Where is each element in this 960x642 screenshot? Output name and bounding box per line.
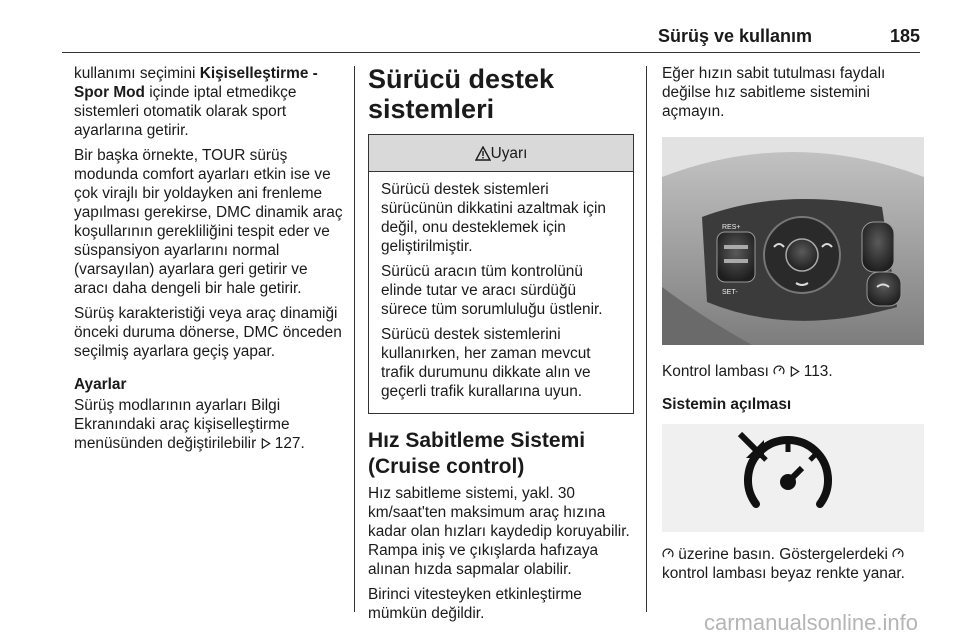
paragraph — [662, 545, 930, 583]
page-header — [62, 22, 920, 53]
menu-path-bold: Kişiselleştirme - Spor Mod — [74, 65, 318, 101]
set-label: SET- — [722, 289, 738, 296]
paragraph: Birinci vitesteyken etkinleştirme mümkün değildir. — [368, 586, 582, 622]
res-label: RES+ — [722, 224, 741, 231]
column-divider — [646, 66, 647, 612]
section-heading-cruise-control: Hız Sabitleme Sistemi (Cruise control) — [368, 429, 586, 478]
text: içinde iptal etmedikçe sistemleri otomatik olarak sport ayarlarına getirir. — [74, 84, 297, 139]
paragraph — [74, 64, 344, 140]
paragraph — [662, 362, 930, 381]
steering-wheel-controls-photo — [662, 137, 924, 345]
page-number: 185 — [889, 26, 920, 46]
warning-header — [369, 135, 633, 172]
cruise-control-icon — [892, 548, 904, 560]
column-1 — [74, 64, 344, 459]
paragraph: Hız sabitleme sistemi, yakl. 30 km/saat'ten maksimum araç hızına kadar olan hızları kaydedip koruyabilir. Rampa iniş ve çıkışlarda hafızaya alınan hızda sapmalar olabilir. — [368, 485, 630, 578]
warning-paragraph: Sürücü destek sistemleri sürücünün dikkatini azaltmak için değil, onu desteklemek için geliştirilmiştir. — [381, 181, 606, 255]
warning-triangle-icon — [475, 146, 491, 161]
column-divider — [354, 66, 355, 612]
warning-box — [368, 134, 634, 414]
running-title: Sürüş ve kullanım — [657, 26, 812, 46]
text: üzerine basın. Göstergelerdeki — [674, 546, 893, 563]
column-2 — [368, 64, 634, 629]
warning-body — [369, 172, 633, 413]
paragraph: Eğer hızın sabit tutulması faydalı değilse hız sabitleme sistemini açmayın. — [662, 65, 886, 120]
cruise-control-icon — [662, 548, 674, 560]
text: Sürüş modlarının ayarları Bilgi Ekranındaki araç kişiselleştirme menüsünden değiştirilebilir — [74, 397, 290, 452]
text: Kontrol lambası — [662, 363, 774, 380]
text: kontrol lambası beyaz renkte yanar. — [662, 565, 905, 582]
paragraph: Sürüş karakteristiği veya araç dinamiği önceki duruma dönerse, DMC önceden seçilmiş ayarlara geçiş yapar. — [74, 305, 342, 360]
cruise-control-icon — [773, 365, 785, 377]
text: kullanımı seçimini — [74, 65, 200, 82]
warning-title: Uyarı — [490, 144, 528, 162]
paragraph — [74, 396, 344, 453]
paragraph: Bir başka örnekte, TOUR sürüş modunda comfort ayarları etkin ise ve çok virajlı bir yoldayken ani frenleme yapılması gerekirse, DMC dinamik araç koşullarının gerekliliğini tespit eder ve süspansiyon ayarlarını normal (varsayılan) ayarlara geri getirir ve aracı daha dengeli bir hale getirir. — [74, 147, 343, 297]
page-reference[interactable]: 127. — [274, 435, 305, 452]
section-heading-system-on: Sistemin açılması — [662, 396, 792, 413]
section-heading-ayarlar: Ayarlar — [74, 376, 127, 393]
reference-arrow-icon — [790, 366, 800, 377]
watermark: carmanualsonline.info — [703, 610, 918, 635]
reference-arrow-icon — [261, 438, 271, 449]
page-reference[interactable]: 113. — [803, 363, 833, 380]
section-heading-driver-assistance: Sürücü destek sistemleri — [368, 64, 555, 124]
column-3 — [662, 64, 930, 589]
cruise-button-illustration — [662, 424, 924, 532]
warning-paragraph: Sürücü destek sistemlerini kullanırken, her zaman mevcut trafik durumunu dikkate alın ve geçerli trafik kurallarına uyun. — [381, 326, 591, 400]
warning-paragraph: Sürücü aracın tüm kontrolünü elinde tutar ve aracı sürdüğü sürece tüm sorumluluğu üstlenir. — [381, 263, 603, 318]
